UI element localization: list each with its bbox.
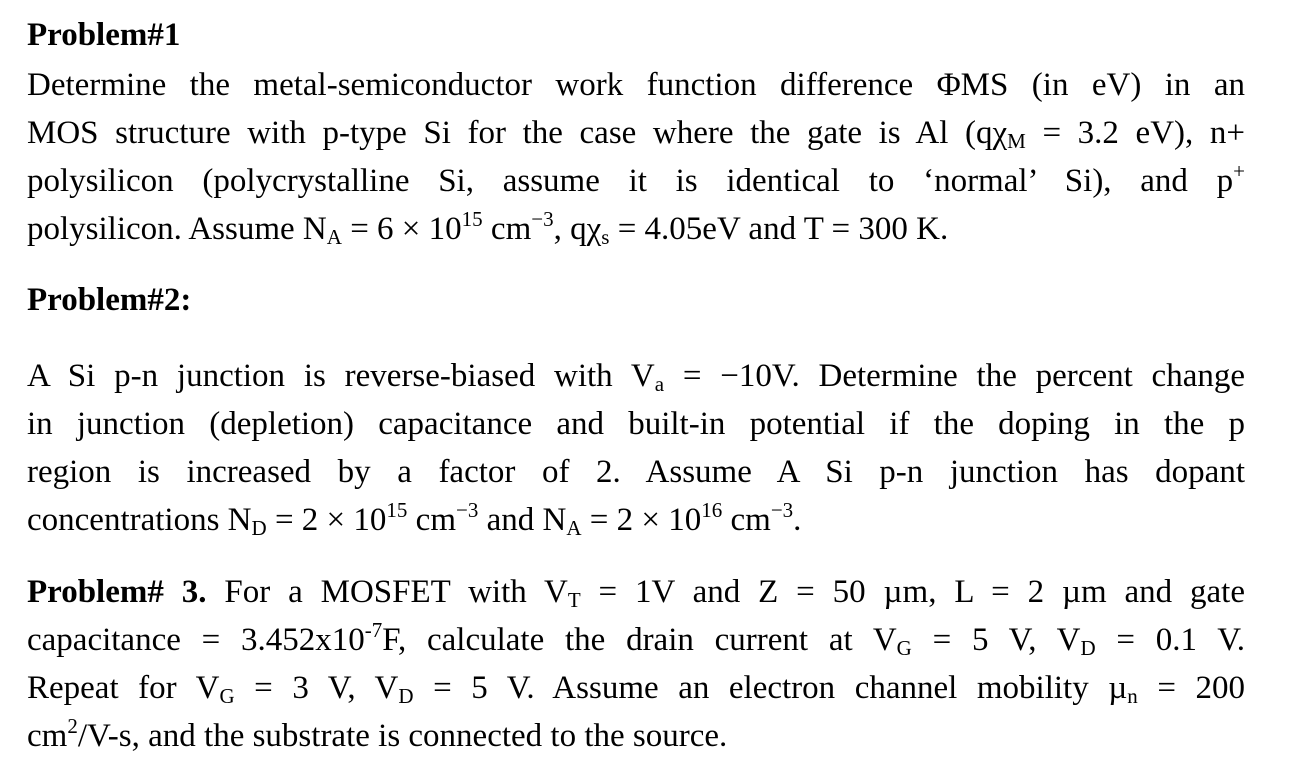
problem-3-line-2: capacitance = $3.452x10^{-7}F$, calculate the drain current at $V_G = 5$ V, $V_D = 0.1$ V.: [27, 618, 1246, 660]
problem-3-line-4: $cm^2/V-s$, and the substrate is connected to the source.: [27, 714, 728, 754]
problem-2-heading: Problem#2:: [27, 282, 192, 318]
problem-2-line-2: in junction (depletion) capacitance and built-in potential if the doping in the p: [27, 406, 1245, 442]
problem-2-line-3: region is increased by a factor of 2. Assume A Si p-n junction has dopant: [27, 454, 1245, 490]
problem-3-heading: Problem# 3.: [27, 574, 207, 610]
problem-1-line-4: polysilicon. Assume $N_A = 6 \times 10^{15}$ $cm^{-3}$, $q\chi_s = 4.05eV$ and T = 300 K.: [27, 207, 949, 249]
problem-3: [27, 568, 1245, 760]
problem-1-line-2: MOS structure with p-type Si for the case where the gate is Al ($q\chi_M = 3.2$ eV), n+: [27, 115, 1245, 153]
problem-3-line-3: Repeat for $V_G = 3$ V, $V_D = 5$ V. Assume an electron channel mobility µ$_n$ = 200: [27, 670, 1245, 708]
problem-3-line-1: Problem# 3. For a MOSFET with $V_T = 1V$ and Z = 50 µm, L = 2 µm and gate: [27, 574, 1246, 612]
problem-2-line-1: A Si p-n junction is reverse-biased with $V_a = -10V$. Determine the percent change: [27, 358, 1245, 396]
problem-1-line-1: Determine the metal-semiconductor work function difference ΦMS (in eV) in an: [27, 67, 1245, 103]
problem-2-line-4: concentrations $N_D = 2 \times 10^{15}$ $cm^{-3}$ and $N_A = 2 \times 10^{16}$ $cm^{-3}$.: [27, 498, 802, 540]
problem-1-line-3: polysilicon (polycrystalline Si, assume it is identical to ‘normal’ Si), and p+: [27, 159, 1245, 199]
problem-2: [27, 282, 1245, 544]
problem-1-heading: Problem#1: [27, 17, 181, 53]
problem-1: [27, 17, 1245, 253]
